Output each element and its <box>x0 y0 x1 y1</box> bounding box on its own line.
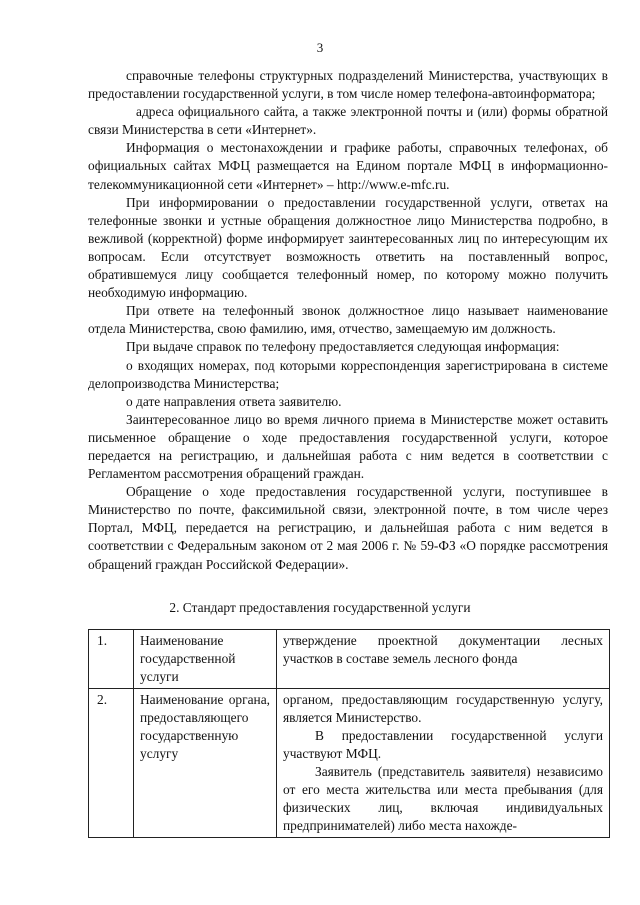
row-value <box>277 630 610 689</box>
paragraph: Заинтересованное лицо во время личного приема в Министерстве может оставить письменное обращение о ходе предоставления государственной услуги, которое передается на регистрацию, и дальнейшая работа с ним ведется в соответствии с Регламентом рассмотрения обращений граждан. <box>88 411 608 482</box>
table-row <box>89 689 610 838</box>
row-name: Наименование государственной услуги <box>134 630 277 689</box>
paragraph: о входящих номерах, под которыми корреспонденция зарегистрирована в системе делопроизводства Министерства; <box>88 357 608 391</box>
row-value-text: В предоставлении государственной услуги участвуют МФЦ. <box>283 728 603 761</box>
body-text <box>88 67 608 574</box>
section-title: 2. Стандарт предоставления государственной услуги <box>169 600 471 615</box>
paragraph: При информировании о предоставлении государственной услуги, ответах на телефонные звонки и устные обращения должностное лицо Министерства подробно, в вежливой (корректной) форме информирует заинтересованных лиц по интересующим их вопросам. Если отсутствует возможность ответить на поставленный вопрос, обратившемуся лицу сообщается телефонный номер, по которому можно получить необходимую информацию. <box>88 194 608 301</box>
paragraph: Информация о местонахождении и графике работы, справочных телефонах, об официальных сайтах МФЦ размещается на Едином портале МФЦ в информационно-телекоммуникационной сети «Интернет» – http://www.e-mfc.ru. <box>88 140 608 192</box>
paragraph: о дате направления ответа заявителю. <box>126 393 342 409</box>
row-number: 2. <box>89 689 134 838</box>
row-number: 1. <box>89 630 134 689</box>
row-name: Наименование органа, предоставляющего государственную услугу <box>134 689 277 838</box>
page-number: 3 <box>316 40 324 55</box>
paragraph: При выдаче справок по телефону предоставляется следующая информация: <box>126 339 560 355</box>
paragraph: При ответе на телефонный звонок должностное лицо называет наименование отдела Министерства, свою фамилию, имя, отчество, замещаемую им должность. <box>88 303 608 337</box>
paragraph: справочные телефоны структурных подразделений Министерства, участвующих в предоставлении государственной услуги, в том числе номер телефона-автоинформатора; <box>88 68 608 102</box>
row-value-text: органом, предоставляющим государственную услугу, является Министерство. <box>283 692 603 725</box>
paragraph: адреса официального сайта, а также электронной почты и (или) формы обратной связи Министерства в сети «Интернет». <box>88 104 608 138</box>
table-row <box>89 630 610 689</box>
paragraph: Обращение о ходе предоставления государственной услуги, поступившее в Министерство по почте, факсимильной связи, электронной почте, в том числе через Портал, МФЦ, передается на регистрацию, и дальнейшая работа с ним ведется в соответствии с Федеральным законом от 2 мая 2006 г. № 59-ФЗ «О порядке рассмотрения обращений граждан Российской Федерации». <box>88 484 608 572</box>
row-value-text: утверждение проектной документации лесных участков в составе земель лесного фонда <box>283 633 603 666</box>
row-value-text: Заявитель (представитель заявителя) независимо от его места жительства или места пребывания (для физических лиц, включая индивидуальных предпринимателей) либо места нахожде- <box>283 764 603 833</box>
row-value <box>277 689 610 838</box>
service-standard-table <box>88 629 610 838</box>
